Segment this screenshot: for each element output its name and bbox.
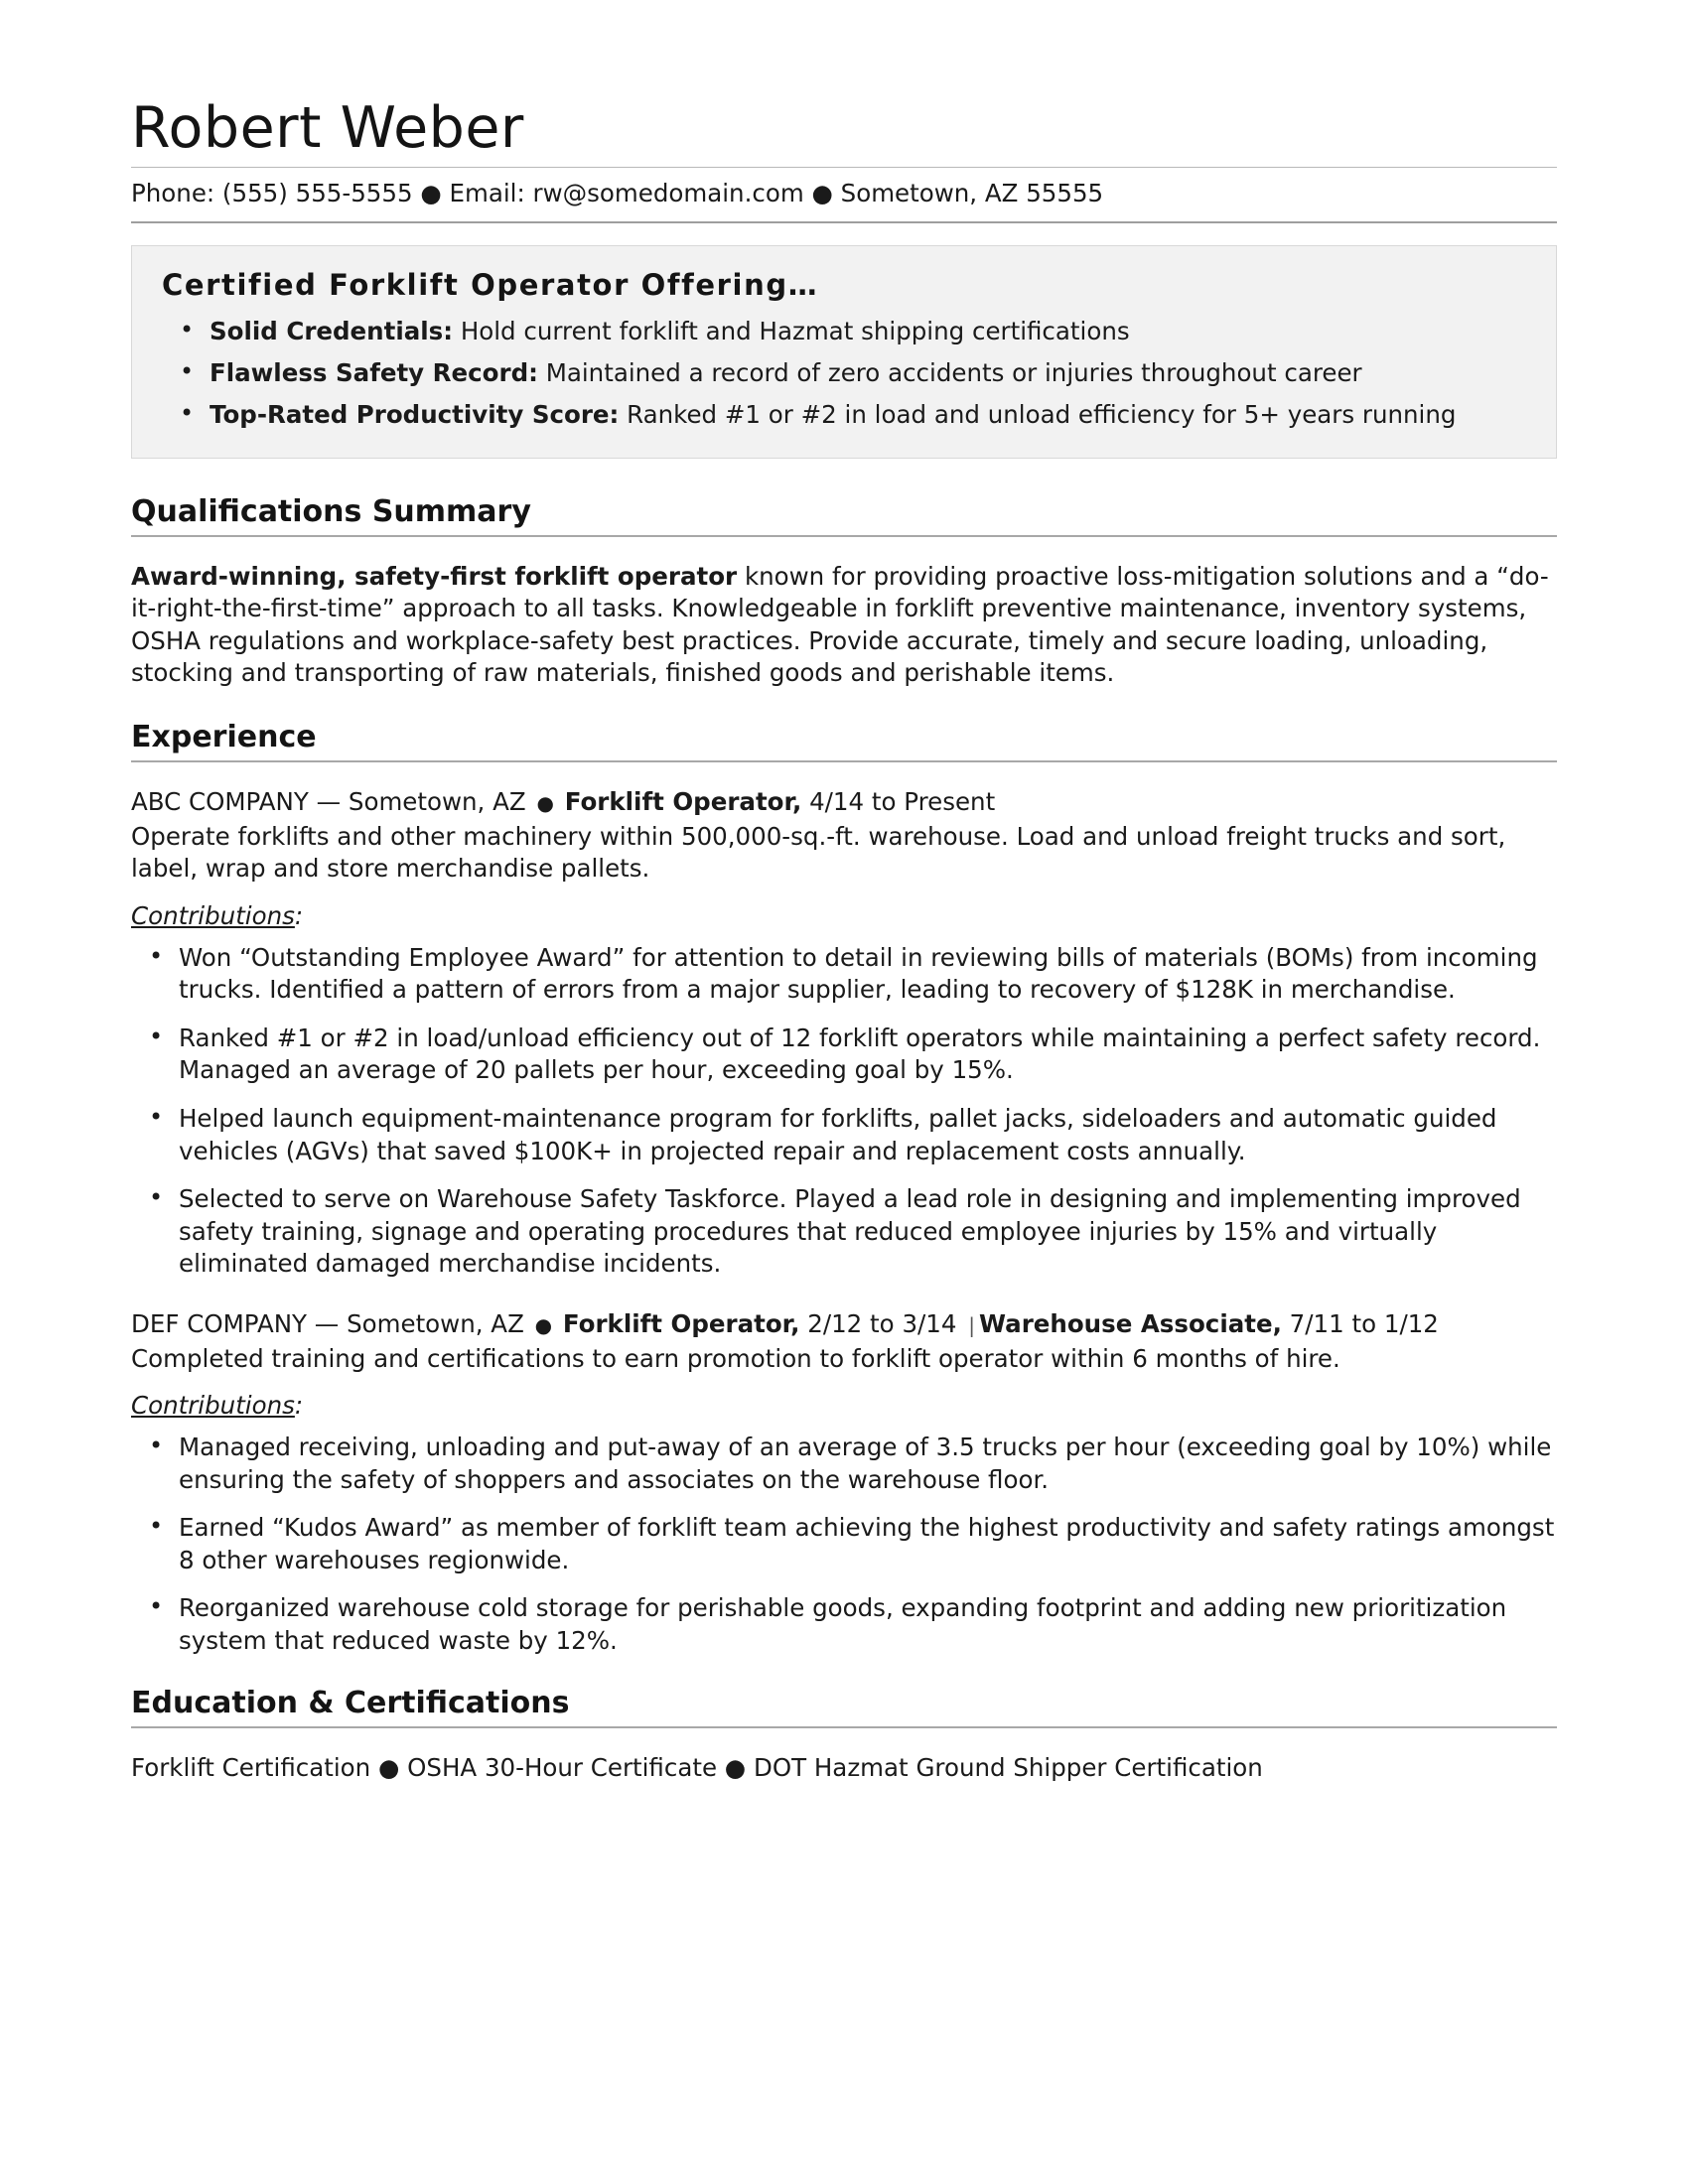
list-item [162,316,1526,347]
education-line: Forklift Certification ● OSHA 30-Hour Certificate ● DOT Hazmat Ground Shipper Certification [131,1752,1263,1782]
section-education [131,1686,1557,1785]
experience-entry [131,786,1557,1281]
contributions-label: Contributions: [131,1391,304,1421]
list-item: • Selected to serve on Warehouse Safety Taskforce. Played a lead role in designing and implementing improved safety training, signage and operating procedures that reduced employee injuries by 15% and virtually eliminated damaged merchandise incidents. [131,1183,1557,1281]
qualifications-paragraph [131,561,1557,690]
contributions-list [131,942,1557,1281]
pipe-separator-icon: | [968,1312,976,1337]
bullet-separator-icon: ● [536,790,554,815]
headline-item-label: Flawless Safety Record: [210,358,538,388]
job-dates-secondary: 7/11 to 1/12 [1281,1308,1439,1338]
list-item: • Ranked #1 or #2 in load/unload efficiency out of 12 forklift operators while maintaining a perfect safety record. Managed an average of 20 pallets per hour, exceeding goal by 15%. [131,1023,1557,1087]
qualifications-body: known for providing proactive loss-mitigation solutions and a “do-it-right-the-first-time” approach to all tasks. Knowledgeable in forklift preventive maintenance, inventory systems, OSHA regulations and workplace-safety best practices. Provide accurate, timely and secure loading, unloading, stocking and transporting of raw materials, finished goods and perishable items. [131,561,1549,688]
divider-under-name [131,167,1557,168]
job-description: Completed training and certifications to earn promotion to forklift operator within 6 months of hire. [131,1343,1340,1373]
section-divider [131,1726,1557,1728]
section-title-qualifications: Qualifications Summary [131,493,531,529]
list-item: • Managed receiving, unloading and put-away of an average of 3.5 trucks per hour (exceeding goal by 10%) while ensuring the safety of shoppers and associates on the warehouse floor. [131,1432,1557,1496]
list-item: • Won “Outstanding Employee Award” for attention to detail in reviewing bills of materials (BOMs) from incoming trucks. Identified a pattern of errors from a major supplier, leading to recovery of $128K in merchandise. [131,942,1557,1007]
headline-item-text: Ranked #1 or #2 in load and unload efficiency for 5+ years running [619,400,1457,430]
job-role: Forklift Operator, [564,786,802,816]
list-item: • Earned “Kudos Award” as member of forklift team achieving the highest productivity and safety ratings amongst 8 other warehouses regionwide. [131,1512,1557,1576]
headline-item-text: Hold current forklift and Hazmat shipping certifications [453,316,1130,345]
headline-title: Certified Forklift Operator Offering… [162,267,819,302]
section-qualifications [131,494,1557,690]
section-title-experience: Experience [131,719,317,754]
headline-item-label: Solid Credentials: [210,316,454,345]
job-description: Operate forklifts and other machinery within 500,000-sq.-ft. warehouse. Load and unload freight trucks and sort, label, wrap and store merchandise pallets. [131,821,1506,884]
divider-under-contact [131,221,1557,223]
headline-box [131,245,1557,459]
section-title-education: Education & Certifications [131,1685,570,1720]
job-company: DEF COMPANY — Sometown, AZ [131,1308,532,1338]
section-divider [131,535,1557,537]
job-header [131,1308,1557,1341]
candidate-name: Robert Weber [131,95,524,161]
job-company: ABC COMPANY — Sometown, AZ [131,786,534,816]
section-divider [131,760,1557,762]
job-role-secondary: Warehouse Associate, [979,1308,1282,1338]
list-item [162,399,1526,431]
list-item [162,357,1526,389]
bullet-separator-icon: ● [534,1312,553,1337]
section-experience [131,720,1557,1658]
list-item: • Helped launch equipment-maintenance program for forklifts, pallet jacks, sideloaders and automatic guided vehicles (AGVs) that saved $100K+ in projected repair and replacement costs annually. [131,1103,1557,1167]
job-role: Forklift Operator, [562,1308,800,1338]
list-item: • Reorganized warehouse cold storage for perishable goods, expanding footprint and adding new prioritization system that reduced waste by 12%. [131,1592,1557,1657]
contributions-list [131,1432,1557,1657]
job-dates: 4/14 to Present [801,786,996,816]
qualifications-lead: Award-winning, safety-first forklift operator [131,561,738,591]
contributions-label: Contributions: [131,900,304,930]
contributions-label-text: Contributions [131,1391,295,1421]
headline-list [162,316,1526,432]
headline-item-text: Maintained a record of zero accidents or injuries throughout career [537,358,1362,388]
headline-item-label: Top-Rated Productivity Score: [210,400,620,430]
experience-entry [131,1308,1557,1658]
contact-line: Phone: (555) 555-5555 ● Email: rw@somedomain.com ● Sometown, AZ 55555 [131,178,1104,207]
job-header [131,786,1557,819]
job-dates: 2/12 to 3/14 [799,1308,965,1338]
contributions-label-text: Contributions [131,900,295,930]
